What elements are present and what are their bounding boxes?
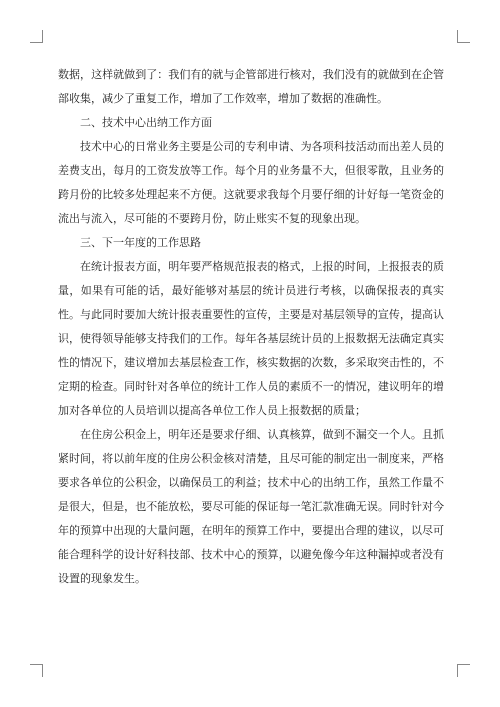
crop-mark-top-left: [30, 30, 43, 43]
section-heading-3: 三、下一年度的工作思路: [80, 236, 201, 249]
crop-mark-top-right: [457, 30, 470, 43]
paragraph-continuation: 数据，这样就做到了：我们有的就与企管部进行核对，我们没有的就做到在企管部收集，减少了重复工作，增加了工作效率，增加了数据的准确性。: [58, 68, 444, 105]
crop-mark-bottom-left: [30, 664, 43, 677]
paragraph-finance-duties: 技术中心的日常业务主要是公司的专利申请、为各项科技活动而出差人员的差费支出，每月的工资发放等工作。每个月的业务量不大，但很零散，且业务的跨月份的比较多处理起来不方便。这就要求我每个月要仔细的计好每一笔资金的流出与流入，尽可能的不要跨月份，防止账实不复的现象出现。: [58, 140, 444, 225]
crop-mark-bottom-right: [457, 664, 470, 677]
paragraph-statistics-plan: 在统计报表方面，明年要严格规范报表的格式，上报的时间，上报报表的质量，如果有可能的话，最好能够对基层的统计员进行考核，以确保报表的真实性。与此同时要加大统计报表重要性的宣传，主要是对基层领导的宣传，提高认识，使得领导能够支持我们的工作。每年各基层统计员的上报数据无法确定真实性的情况下，建议增加去基层检查工作，核实数据的次数，多采取突击性的，不定期的检查。同时针对各单位的统计工作人员的素质不一的情况，建议明年的增加对各单位的人员培训以提高各单位工作人员上报数据的质量；: [58, 260, 444, 417]
document-body: [58, 63, 444, 591]
section-heading-2: 二、技术中心出纳工作方面: [80, 116, 212, 129]
paragraph-housing-fund-plan: 在住房公积金上，明年还是要求仔细、认真核算，做到不漏交一个人。且抓紧时间，将以前年度的住房公积金核对清楚，且尽可能的制定出一制度来，严格要求各单位的公积金，以确保员工的利益；技术中心的出纳工作，虽然工作量不是很大，但是，也不能放松，要尽可能的保证每一笔汇款准确无误。同时针对今年的预算中出现的大量问题，在明年的预算工作中，要提出合理的建议，以尽可能合理科学的设计好科技部、技术中心的预算，以避免像今年这种漏掉或者没有设置的现象发生。: [58, 428, 444, 585]
